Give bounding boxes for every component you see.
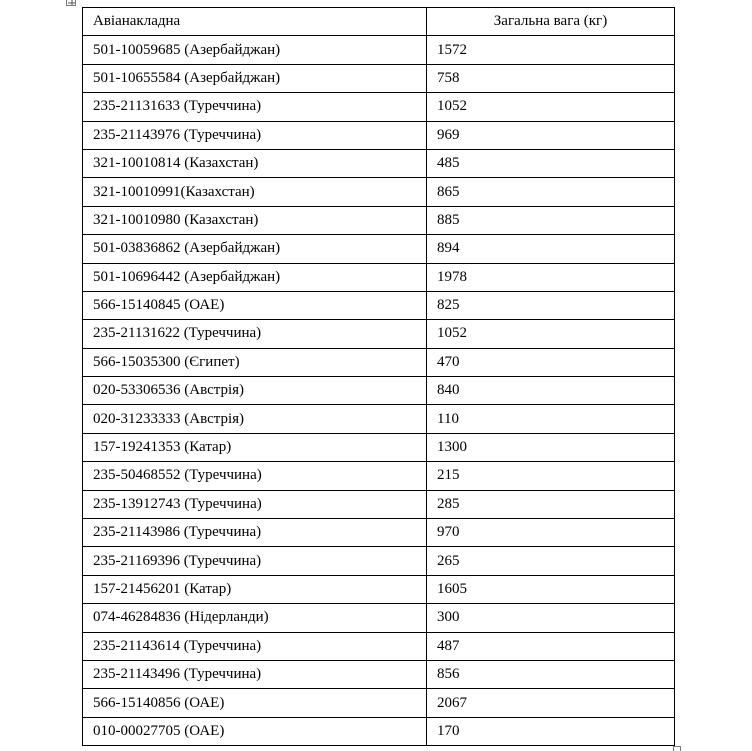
table-row bbox=[83, 206, 675, 234]
cell-total-weight: 825 bbox=[427, 291, 675, 319]
cell-waybill-number: 074-46284836 (Нідерланди) bbox=[83, 604, 427, 632]
table-row bbox=[83, 348, 675, 376]
cell-waybill-number: 501-10655584 (Азербайджан) bbox=[83, 64, 427, 92]
table-row bbox=[83, 660, 675, 688]
table-row bbox=[83, 490, 675, 518]
end-of-cell-mark bbox=[673, 746, 681, 751]
cell-waybill-number: 010-00027705 (ОАЕ) bbox=[83, 717, 427, 745]
cell-total-weight: 885 bbox=[427, 206, 675, 234]
table-row bbox=[83, 291, 675, 319]
cell-total-weight: 470 bbox=[427, 348, 675, 376]
table-row bbox=[83, 519, 675, 547]
cell-waybill-number: 321-10010980 (Казахстан) bbox=[83, 206, 427, 234]
table-row bbox=[83, 575, 675, 603]
table-row bbox=[83, 149, 675, 177]
cell-waybill-number: 020-53306536 (Австрія) bbox=[83, 377, 427, 405]
table-row bbox=[83, 93, 675, 121]
cell-total-weight: 856 bbox=[427, 660, 675, 688]
cell-waybill-number: 235-21143976 (Туреччина) bbox=[83, 121, 427, 149]
column-header-waybill: Авіанакладна bbox=[83, 8, 427, 36]
table-row bbox=[83, 689, 675, 717]
cell-total-weight: 1572 bbox=[427, 36, 675, 64]
cell-waybill-number: 566-15140845 (ОАЕ) bbox=[83, 291, 427, 319]
table-row bbox=[83, 64, 675, 92]
cell-total-weight: 265 bbox=[427, 547, 675, 575]
cell-total-weight: 170 bbox=[427, 717, 675, 745]
table-row bbox=[83, 320, 675, 348]
cell-total-weight: 969 bbox=[427, 121, 675, 149]
cell-waybill-number: 501-10059685 (Азербайджан) bbox=[83, 36, 427, 64]
column-header-weight: Загальна вага (кг) bbox=[427, 8, 675, 36]
cell-waybill-number: 566-15140856 (ОАЕ) bbox=[83, 689, 427, 717]
table-row bbox=[83, 604, 675, 632]
table-row bbox=[83, 235, 675, 263]
table-body bbox=[83, 36, 675, 746]
table-row bbox=[83, 462, 675, 490]
waybill-table bbox=[82, 7, 675, 746]
table-row bbox=[83, 121, 675, 149]
table-row bbox=[83, 178, 675, 206]
cell-total-weight: 894 bbox=[427, 235, 675, 263]
cut-off-caption-text bbox=[196, 745, 466, 751]
cell-total-weight: 485 bbox=[427, 149, 675, 177]
cell-waybill-number: 020-31233333 (Австрія) bbox=[83, 405, 427, 433]
table-row bbox=[83, 263, 675, 291]
table-row bbox=[83, 36, 675, 64]
cell-total-weight: 2067 bbox=[427, 689, 675, 717]
cell-total-weight: 840 bbox=[427, 377, 675, 405]
cell-total-weight: 758 bbox=[427, 64, 675, 92]
table-header-row bbox=[83, 8, 675, 36]
cell-waybill-number: 235-50468552 (Туреччина) bbox=[83, 462, 427, 490]
cell-total-weight: 970 bbox=[427, 519, 675, 547]
cell-waybill-number: 157-19241353 (Катар) bbox=[83, 433, 427, 461]
table-row bbox=[83, 547, 675, 575]
cell-total-weight: 1605 bbox=[427, 575, 675, 603]
cell-waybill-number: 157-21456201 (Катар) bbox=[83, 575, 427, 603]
table-row bbox=[83, 405, 675, 433]
cell-waybill-number: 501-03836862 (Азербайджан) bbox=[83, 235, 427, 263]
cell-total-weight: 1052 bbox=[427, 93, 675, 121]
cell-total-weight: 215 bbox=[427, 462, 675, 490]
cell-waybill-number: 321-10010991(Казахстан) bbox=[83, 178, 427, 206]
table-row bbox=[83, 632, 675, 660]
cell-waybill-number: 235-21131622 (Туреччина) bbox=[83, 320, 427, 348]
cell-waybill-number: 321-10010814 (Казахстан) bbox=[83, 149, 427, 177]
cell-total-weight: 110 bbox=[427, 405, 675, 433]
table-row bbox=[83, 433, 675, 461]
cell-total-weight: 285 bbox=[427, 490, 675, 518]
cell-total-weight: 487 bbox=[427, 632, 675, 660]
cell-waybill-number: 235-21143986 (Туреччина) bbox=[83, 519, 427, 547]
cell-total-weight: 300 bbox=[427, 604, 675, 632]
table-row bbox=[83, 377, 675, 405]
cell-waybill-number: 566-15035300 (Єгипет) bbox=[83, 348, 427, 376]
cell-waybill-number: 235-21143614 (Туреччина) bbox=[83, 632, 427, 660]
table-move-handle-icon[interactable] bbox=[66, 0, 76, 6]
cell-waybill-number: 235-21169396 (Туреччина) bbox=[83, 547, 427, 575]
cell-waybill-number: 235-13912743 (Туреччина) bbox=[83, 490, 427, 518]
cell-waybill-number: 235-21131633 (Туреччина) bbox=[83, 93, 427, 121]
cell-total-weight: 1978 bbox=[427, 263, 675, 291]
cell-total-weight: 1300 bbox=[427, 433, 675, 461]
cell-waybill-number: 235-21143496 (Туреччина) bbox=[83, 660, 427, 688]
cell-total-weight: 865 bbox=[427, 178, 675, 206]
cell-waybill-number: 501-10696442 (Азербайджан) bbox=[83, 263, 427, 291]
cell-total-weight: 1052 bbox=[427, 320, 675, 348]
table-row bbox=[83, 717, 675, 745]
